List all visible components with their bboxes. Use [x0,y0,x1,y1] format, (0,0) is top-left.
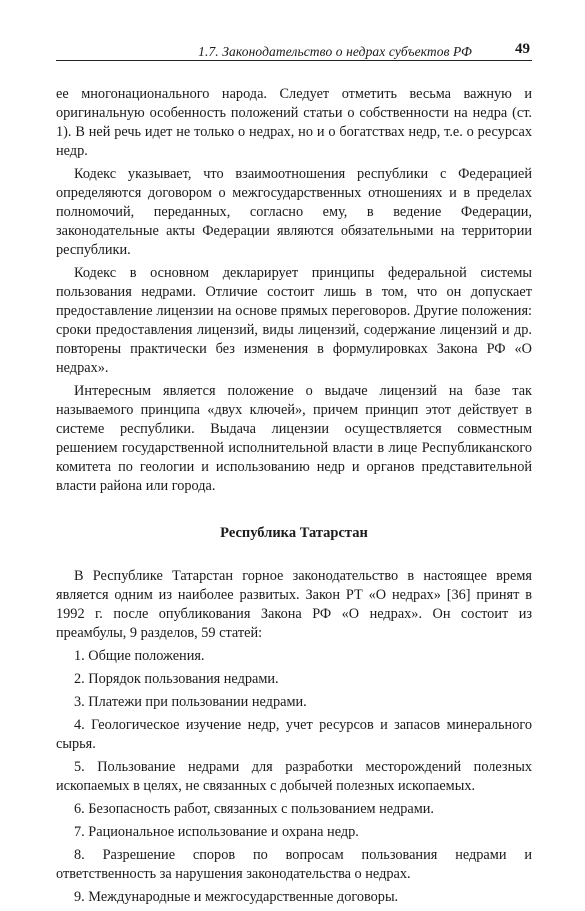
paragraph: Интересным является положение о выдаче лицензий на базе так называемого принципа «двух ключей», причем принцип этот действует в системе республики. Выдача лицензии осуществляется совместным решением государственной исполнительной власти в лице Республиканского комитета по геологии и использованию недр и органов представительной власти района или города. [56,383,532,494]
list-item: 4. Геологическое изучение недр, учет ресурсов и запасов минерального сырья. [56,717,532,752]
book-page [56,38,532,911]
list-item: 1. Общие положения. [74,648,205,664]
paragraph: Кодекс в основном декларирует принципы федеральной системы пользования недрами. Отличие состоит лишь в том, что он допускает предоставление лицензии на основе прямых переговоров. Другие положения: сроки предоставления лицензий, виды лицензий, содержание лицензий и др. повторены практически без изменения в формулировках Закона РФ «О недрах». [56,265,532,376]
section-heading: Республика Татарстан [220,525,368,541]
paragraph-continued: ее многонационального народа. Следует отметить весьма важную и оригинальную особенность положений статьи о собственности на недра (ст. 1). В ней речь идет не только о недрах, но и о богатствах недр, т.е. о ресурсах недр. [56,86,532,159]
list-item: 5. Пользование недрами для разработки месторождений полезных ископаемых в целях, не связанных с добычей полезных ископаемых. [56,759,532,794]
paragraph: Кодекс указывает, что взаимоотношения республики с Федерацией определяются договором о межгосударственных отношениях и в пределах полномочий, переданных, согласно ему, в ведение Федерации, законодательные акты Федерации являются обязательными на территории республики. [56,166,532,258]
page-number: 49 [515,41,530,57]
list-item: 3. Платежи при пользовании недрами. [74,694,307,710]
list-item: 9. Международные и межгосударственные договоры. [74,889,399,905]
section-intro: В Республике Татарстан горное законодательство в настоящее время является одним из наиболее развитых. Закон РТ «О недрах» [36] принят в 1992 г. после опубликования Закона РФ «О недрах». Он состоит из преамбулы, 9 разделов, 59 статей: [56,568,532,641]
page-body [56,85,532,907]
list-item: 6. Безопасность работ, связанных с пользованием недрами. [74,801,435,817]
list-item: 8. Разрешение споров по вопросам пользования недрами и ответственность за нарушения законодательства о недрах. [56,847,532,882]
running-head [56,38,532,61]
list-item: 7. Рациональное использование и охрана недр. [74,824,359,840]
list-item: 2. Порядок пользования недрами. [74,671,279,687]
running-title: 1.7. Законодательство о недрах субъектов РФ [198,44,472,59]
